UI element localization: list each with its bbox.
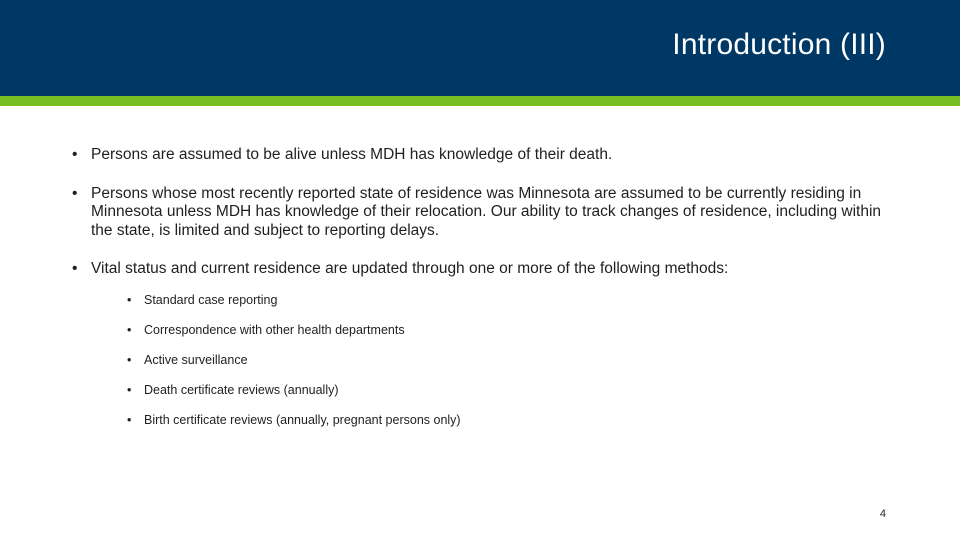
sub-bullet-text: Correspondence with other health departments	[144, 322, 405, 337]
sub-bullet-marker: •	[127, 322, 132, 337]
accent-stripe	[0, 96, 960, 106]
sub-bullet-item	[127, 353, 892, 368]
sub-bullet-text: Standard case reporting	[144, 292, 278, 307]
bullet-list	[72, 146, 892, 428]
sub-bullet-item	[127, 293, 892, 308]
page-number: 4	[879, 508, 886, 520]
bullet-item	[72, 260, 892, 428]
bullet-marker: •	[72, 184, 78, 202]
sub-bullet-text: Birth certificate reviews (annually, pregnant persons only)	[144, 412, 461, 427]
sub-bullet-marker: •	[127, 352, 132, 367]
bullet-text: Vital status and current residence are updated through one or more of the following methods:	[91, 260, 729, 277]
slide-title: Introduction (III)	[672, 28, 886, 61]
bullet-item	[72, 185, 892, 241]
sub-bullet-marker: •	[127, 382, 132, 397]
sub-bullet-text: Active surveillance	[144, 352, 248, 367]
sub-bullet-item	[127, 323, 892, 338]
bullet-marker: •	[72, 260, 78, 277]
sub-bullet-item	[127, 383, 892, 398]
sub-bullet-list	[127, 293, 892, 428]
bullet-text: Persons are assumed to be alive unless MDH has knowledge of their death.	[91, 146, 613, 163]
slide-content	[72, 146, 892, 428]
sub-bullet-marker: •	[127, 412, 132, 427]
sub-bullet-marker: •	[127, 292, 132, 307]
header-band	[0, 0, 960, 96]
bullet-text: Persons whose most recently reported state of residence was Minnesota are assumed to be currently residing in Minnesota unless MDH has knowledge of their relocation. Our ability to track changes of residence, including within the state, is limited and subject to reporting delays.	[91, 184, 882, 239]
sub-bullet-text: Death certificate reviews (annually)	[144, 382, 339, 397]
sub-bullet-item	[127, 413, 892, 428]
bullet-item	[72, 146, 892, 165]
bullet-marker: •	[72, 146, 78, 163]
